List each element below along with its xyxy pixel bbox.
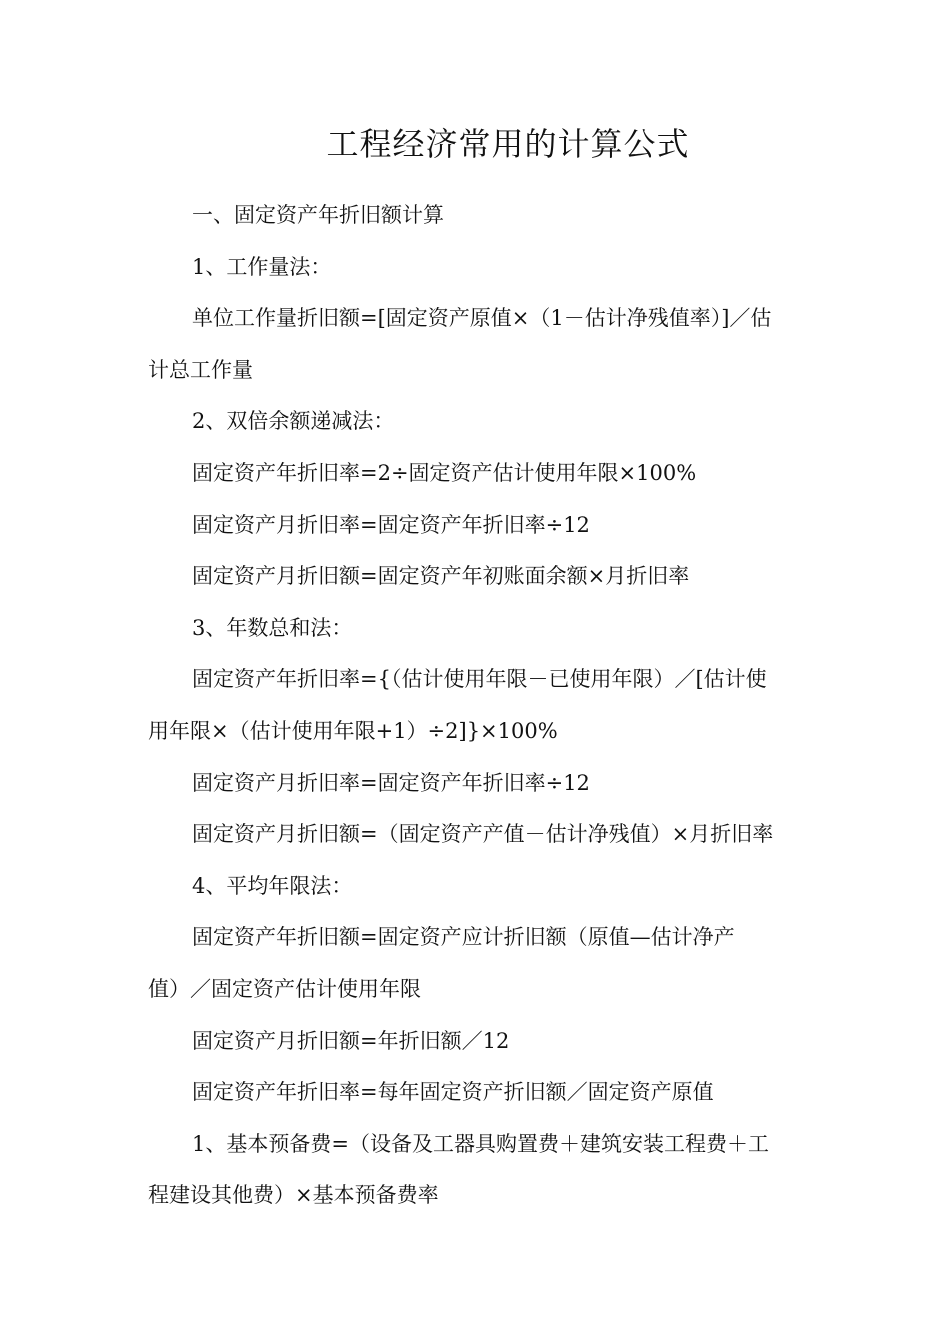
text-line: 固定资产年折旧率={（估计使用年限－已使用年限）／[估计使 [192,667,767,692]
text-line: 一、固定资产年折旧额计算 [192,203,444,227]
text-line: 单位工作量折旧额=[固定资产原值×（1－估计净残值率）]／估 [192,306,772,331]
text-line: 固定资产年折旧额=固定资产应计折旧额（原值—估计净产 [192,925,735,950]
page-title: 工程经济常用的计算公式 [326,125,690,163]
text-line: 固定资产月折旧率=固定资产年折旧率÷12 [192,770,590,795]
text-line: 用年限×（估计使用年限+1）÷2]}×100% [148,718,558,743]
text-line: 固定资产年折旧率=每年固定资产折旧额／固定资产原值 [192,1080,714,1105]
text-line: 程建设其他费）×基本预备费率 [148,1183,439,1208]
text-line: 固定资产月折旧率=固定资产年折旧率÷12 [192,512,590,537]
text-line: 4、平均年限法： [192,873,353,898]
document-body [148,190,808,1222]
text-line: 1、工作量法： [192,254,332,279]
text-line: 固定资产月折旧额=固定资产年初账面余额×月折旧率 [192,564,690,589]
text-line: 3、年数总和法： [192,615,353,640]
text-line: 固定资产月折旧额=年折旧额／12 [192,1028,510,1053]
text-line: 值）／固定资产估计使用年限 [148,976,421,1001]
text-line: 固定资产月折旧额=（固定资产产值－估计净残值）×月折旧率 [192,822,774,847]
text-line: 2、双倍余额递减法： [192,409,395,434]
text-line: 1、基本预备费=（设备及工器具购置费＋建筑安装工程费＋工 [192,1131,769,1156]
text-line: 固定资产年折旧率=2÷固定资产估计使用年限×100% [192,460,697,485]
text-line: 计总工作量 [148,357,253,382]
